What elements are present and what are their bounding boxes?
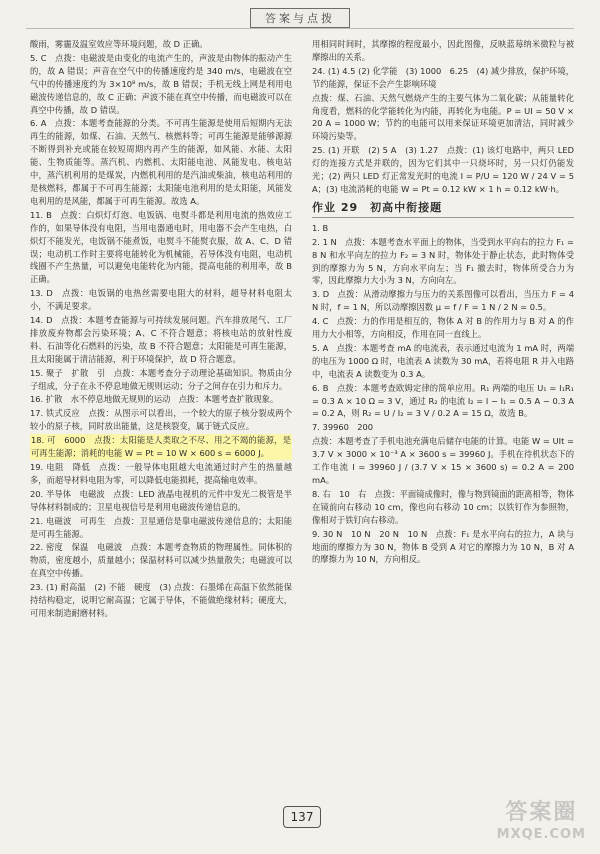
answer-paragraph: 22. 密度 保温 电磁波 点拨：本题考查物质的物理属性。同体积的物质，密度越小，质量越小；保温材料可以减少热量散失；电磁波可以在真空中传播。 (30, 542, 292, 579)
answer-paragraph: 酸雨，雾霾及温室效应等环境问题，故 D 正确。 (30, 39, 208, 49)
answer-paragraph: 8. 右 10 右 点拨：平面镜成像时，像与物到镜面的距离相等，物体在镜前向右移动 10 cm，像也向右移动 10 cm；以铁钉作为参照物，像相对于铁钉向右移动。 (312, 488, 574, 525)
answer-paragraph: 5. C 点拨：电磁波是由变化的电流产生的，声波是由物体的振动产生的，故 A 错误；声音在空气中的传播速度约是 340 m/s，电磁波在空气中的传播速度约为 3×10⁸ m/s，故 B 错误；手机无线上网是利用电磁波传递信息的，故 C 正确；声波不能在真空中传播，而电磁波可以在真空中传播，故 D 错误。 (30, 52, 292, 115)
page-number: 137 (283, 806, 321, 828)
answer-paragraph: 14. D 点拨：本题考查能源与可持续发展问题。汽车排放尾气、工厂排放废弃物都会污染环境；A、C 不符合题意；将核电站的放射性废料、石油等化石燃料的污染，故 B 不符合题意；太阳能是可再生能源，且太阳能属于清洁能源，利于环境保护，故 D 符合题意。 (30, 315, 292, 364)
section-title: 作业 29 初高中衔接题 (312, 202, 574, 218)
answer-paragraph: 19. 电阻 降低 点拨：一般导体电阻越大电流通过时产生的热量越多，而超导材料电阻为零，可以降低电能损耗，提高输电效率。 (30, 462, 292, 485)
answer-paragraph: 6. A 点拨：本题考查能源的分类。不可再生能源是使用后短期内无法再生的能源，如煤、石油、天然气、核燃料等；可再生能源是能够源源不断得到补充或能在较短周期内再产生的能源，如风能、水能、太阳能、生物质能等。蒸汽机、内燃机、太阳能电池、风能发电、核电站中，蒸汽机利用的是煤炭，内燃机利用的是汽油或柴油，核电站利用的是核燃料，都属于不可再生能源；太阳能电池利用的是太阳能，风能发电利用的是风能，都属于可再生能源。故选 A。 (30, 118, 292, 206)
answer-paragraph: 点拨：煤、石油、天然气燃烧产生的主要气体为二氧化碳；从能量转化角度看，燃料的化学能转化为内能，再转化为电能。P = UI = 50 V × 20 A = 1000 W；节约的电能可以用来保证环境更加清洁，同时减少环境污染等。 (312, 92, 574, 142)
answer-paragraph: 用相同时间时，其摩擦的程度最小，因此图像，反映蓝莓纳米微粒与被摩擦出的关系。 (312, 39, 574, 62)
answer-paragraph: 5. A 点拨：本题考查 mA 的电流表，表示通过电流为 1 mA 时，两端的电压为 1000 Ω 时，电流表 A 读数为 30 mA，若将电阻 R 并入电路中，电流表 A 读数变为 0.3 A。 (312, 342, 574, 379)
answer-paragraph: 25. (1) 开联 (2) 5 A (3) 1.27 点拨：(1) 该灯电路中，两只 LED 灯的连接方式是并联的，因为它们其中一只烧坏时，另一只灯仍能发光；(2) 两只 LED 灯正常发光时的电流 I = P/U = 120 W / 24 V = 5 A；(3) 电流消耗的电能 W = Pt = 0.12 kW × 1 h = 0.12 kW·h。 (312, 145, 574, 194)
left-column (30, 38, 292, 621)
running-head (0, 0, 600, 36)
answer-paragraph: 3. D 点拨：从滑动摩擦力与压力的关系图像可以看出，当压力 F = 4 N 时，f = 1 N，所以动摩擦因数 μ = f / F = 1 N / 2 N = 0.5。 (312, 289, 574, 313)
answer-paragraph-highlighted: 18. 可 6000 点拨：太阳能是人类取之不尽、用之不竭的能源，是可再生能源；消耗的电能 W = Pt = 10 W × 600 s = 6000 J。 (31, 435, 291, 459)
answer-paragraph: 11. B 点拨：白炽灯灯泡、电饭锅、电熨斗都是利用电流的热效应工作的，如果导体没有电阻，当用电器通电时，用电器不会产生电热，白炽灯不能发光，电饭锅不能煮饭，电熨斗不能熨衣服，故 A、C、D 错误；电动机工作时主要将电能转化为机械能，若导体没有电阻，电动机线圈不产生热量，可以避免电能转化为内能，提高电能的利用率，故 B 正确。 (30, 209, 292, 285)
answer-paragraph: 23. (1) 耐高温 (2) 不能 硬度 (3) 点拨：石墨烯在高温下依然能保持结构稳定，说明它耐高温；它属于导体，不能做绝缘材料；硬度大，可用来制造耐磨材料。 (30, 582, 292, 618)
watermark-sub: MXQE.COM (496, 827, 586, 842)
answer-paragraph: 9. 30 N 10 N 20 N 10 N 点拨：F₁ 是水平向右的拉力，A 块与地面的摩擦力为 30 N，物体 B 受到 A 对它的摩擦力为 10 N，B 对 A 的摩擦力为 10 N，方向相反。 (312, 528, 574, 565)
watermark-main: 答案圈 (505, 800, 578, 825)
running-head-title: 答案与点拨 (250, 8, 350, 28)
answer-paragraph: 15. 聚子 扩散 引 点拨：本题考查分子动理论基础知识。物质由分子组成，分子在永不停息地做无规则运动；分子之间存在引力和斥力。 (30, 367, 292, 391)
right-column (312, 38, 574, 567)
watermark-logo (497, 802, 586, 846)
answer-paragraph: 13. D 点拨：电饭锅的电热丝需要电阻大的材料，超导材料电阻太小，不满足要求。 (30, 288, 292, 312)
answer-paragraph: 20. 半导体 电磁波 点拨：LED 液晶电视机的元件中发光二极管是半导体材料制成的；卫星电视信号是利用电磁波传递信息的。 (30, 488, 292, 512)
answer-paragraph: 16. 扩散 水不停息地做无规则的运动 点拨：本题考查扩散现象。 (30, 394, 279, 405)
answer-paragraph: 4. C 点拨：力的作用是相互的，物体 A 对 B 的作用力与 B 对 A 的作用力大小相等，方向相反，作用在同一直线上。 (312, 316, 574, 340)
answer-paragraph: 2. 1 N 点拨：本题考查水平面上的物体，当受到水平向右的拉力 F₁ = 8 N 和水平向左的拉力 F₂ = 3 N 时，物体处于静止状态，此时物体受到的摩擦力为 5 N，方向水平向左；当 F₁ 撤去时，物体所受合力为零，因此摩擦力大小为 3 N，方向向左。 (312, 236, 574, 286)
answer-paragraph: 17. 铁式反应 点拨：从图示可以看出，一个较大的原子核分裂成两个较小的原子核，同时放出能量，这是核裂变，属于链式反应。 (30, 408, 292, 432)
answer-paragraph: 1. B (312, 222, 329, 233)
answer-paragraph: 24. (1) 4.5 (2) 化学能 (3) 1000 6.25 (4) 减少排放，保护环境，节约能源，保证不会产生影响环境 (312, 65, 574, 89)
answer-paragraph: 7. 39960 200 (312, 422, 374, 433)
answer-paragraph: 21. 电磁波 可再生 点拨：卫星通信是靠电磁波传递信息的；太阳能是可再生能源。 (30, 515, 292, 539)
answer-paragraph: 点拨：本题考查了手机电池充满电后储存电能的计算。电能 W = UIt = 3.7 V × 3000 × 10⁻³ A × 3600 s = 39960 J。手机在待机状态下的工作电流 I = 39960 J / (3.7 V × 15 × 3600 s) = 0.2 A = 200 mA。 (312, 436, 574, 485)
answer-paragraph: 6. B 点拨：本题考查欧姆定律的简单应用。R₁ 两端的电压 U₁ = I₁R₁ = 0.3 A × 10 Ω = 3 V，通过 R₂ 的电流 I₂ = I − I₁ = 0.5 A − 0.3 A = 0.2 A，则 R₂ = U / I₂ = 3 V / 0.2 A = 15 Ω，故选 B。 (312, 382, 574, 419)
